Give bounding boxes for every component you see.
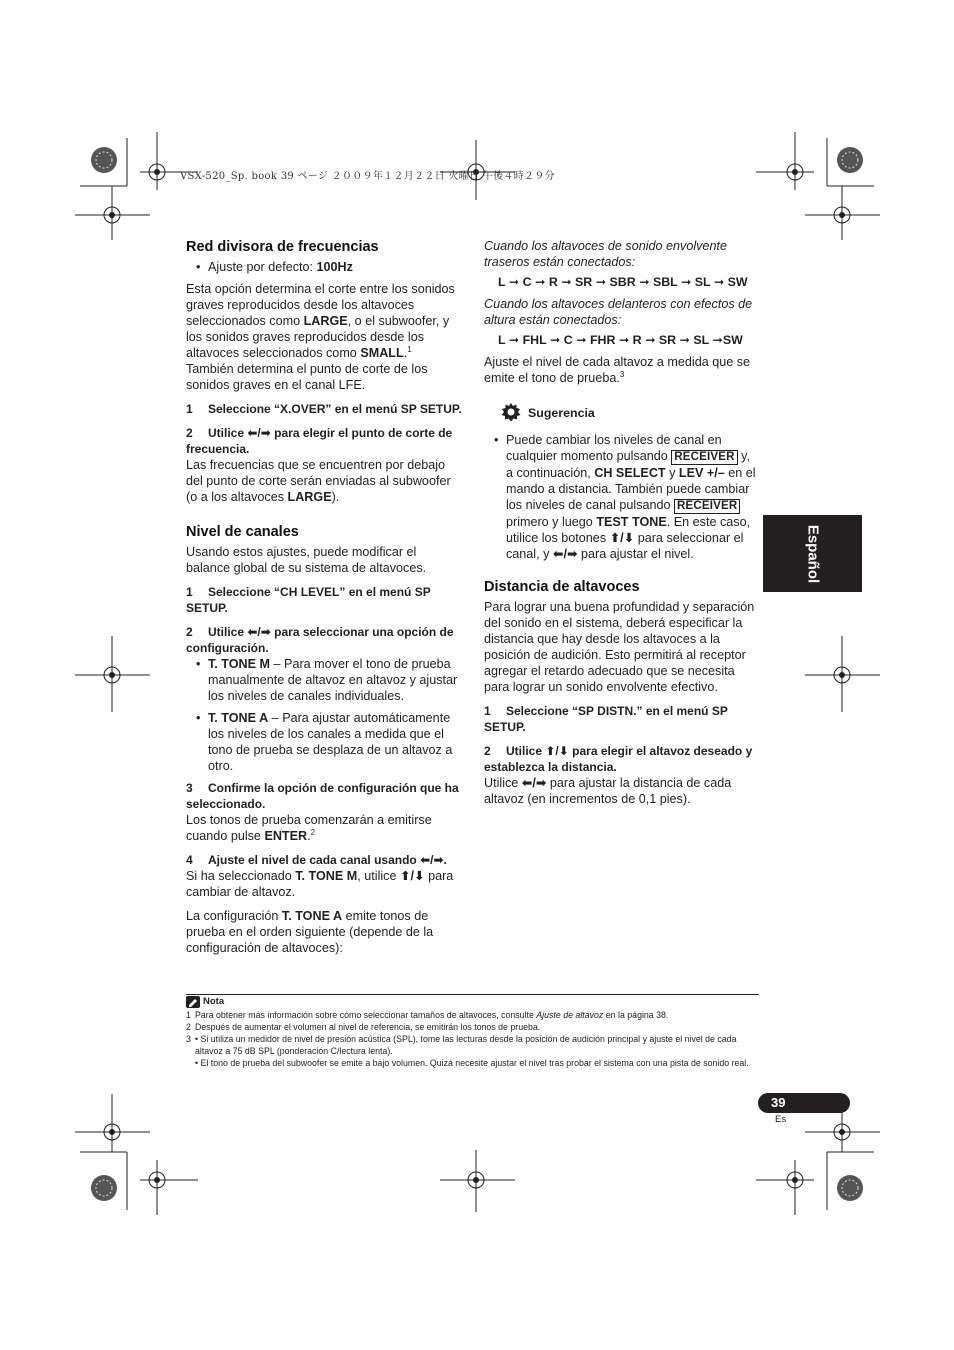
sequence-front-height: L ➞ FHL ➞ C ➞ FHR ➞ R ➞ SR ➞ SL ➞SW xyxy=(498,333,743,347)
up-down-arrows-icon: ⬆/⬇ xyxy=(545,744,569,758)
note-icon xyxy=(186,996,200,1008)
section-title-speaker-distance: Distancia de altavoces xyxy=(484,579,640,595)
language-tab: Español xyxy=(763,515,862,592)
receiver-key-label: RECEIVER xyxy=(674,499,740,514)
tip-text: • Puede cambiar los niveles de canal en cualquier momento pulsando RECEIVER y, a continuación, CH SELECT y LEV +/– en el mando a distancia. También puede cambiar los niveles de canal pulsando RECEIVER primero y luego TEST TONE. En este caso, utilice los botones ⬆/⬇ para seleccionar el canal, y ⬅/➡ para ajustar el nivel. xyxy=(484,432,760,562)
step-1-crossover: 1 Seleccione “X.OVER” en el menú SP SETUP. xyxy=(186,402,462,416)
left-right-arrows-icon: ⬅/➡ xyxy=(521,776,547,790)
crossover-desc: Esta opción determina el corte entre los sonidos graves reproducidos desde los altavoces seleccionados como LARGE, o el subwoofer, y los sonidos graves reproducidos desde los altavoces seleccionados como SMALL.$^1$ También determina el punto de corte de los sonidos graves en el canal LFE. xyxy=(186,282,455,392)
t-tone-a-instruction: La configuración T. TONE A emite tonos de prueba en el orden siguiente (depende de la configuración de altavoces): xyxy=(186,909,434,955)
test-tone-start: Los tonos de prueba comenzarán a emitirse cuando pulse ENTER.$^2$ xyxy=(186,813,432,843)
up-down-arrows-icon: ⬆/⬇ xyxy=(609,531,635,545)
distance-desc: Para lograr una buena profundidad y separación del sonido en el sistema, deberá especificar la distancia que hay desde los altavoces a la posición de audición. Esto permitirá al receptor agregar el retardo adecuado que se necesita para lograr un sonido envolvente efectivo. xyxy=(484,600,755,694)
section-title-crossover: Red divisora de frecuencias xyxy=(186,239,379,255)
left-right-arrows-icon: ⬅/➡ xyxy=(247,426,271,440)
footnote-3: 3 • Si utiliza un medidor de nivel de presión acústica (SPL), tome las lecturas desde la posición de audición principal y ajuste el nivel de cada altavoz a 75 dB SPL (ponderación C/lectura lenta). xyxy=(186,1034,737,1056)
footnote-1: 1 Para obtener más información sobre cómo seleccionar tamaños de altavoces, consulte Ajuste de altavoz en la página 38. xyxy=(186,1010,669,1020)
page-language-code: Es xyxy=(775,1114,787,1125)
up-down-arrows-icon: ⬆/⬇ xyxy=(399,869,425,883)
channel-level-desc: Usando estos ajustes, puede modificar el balance global de su sistema de altavoces. xyxy=(186,545,427,575)
adjust-level-text: Ajuste el nivel de cada altavoz a medida que se emite el tono de prueba.$^3$ xyxy=(484,355,751,385)
tip-heading: Sugerencia xyxy=(500,402,760,424)
left-column xyxy=(186,238,462,964)
option-t-tone-m: • T. TONE M – Para mover el tono de prueba manualmente de altavoz en altavoz y ajustar los niveles de canales individuales. xyxy=(186,656,462,704)
step-2-distance: 2 Utilice ⬆/⬇ para elegir el altavoz deseado y establezca la distancia. xyxy=(484,744,753,774)
section-title-channel-level: Nivel de canales xyxy=(186,524,299,540)
step-2-channel: 2 Utilice ⬅/➡ para seleccionar una opción de configuración. xyxy=(186,625,454,655)
crossover-note: Las frecuencias que se encuentren por debajo del punto de corte serán enviadas al subwoofer (o a los altavoces LARGE). xyxy=(186,458,451,504)
step-3-channel: 3 Confirme la opción de configuración que ha seleccionado. xyxy=(186,781,459,811)
distance-adjust: Utilice ⬅/➡ para ajustar la distancia de cada altavoz (en incrementos de 0,1 pies). xyxy=(484,776,732,806)
step-1-channel: 1 Seleccione “CH LEVEL” en el menú SP SETUP. xyxy=(186,585,431,615)
t-tone-m-instruction: Si ha seleccionado T. TONE M, utilice ⬆/⬇ para cambiar de altavoz. xyxy=(186,869,454,899)
step-1-distance: 1 Seleccione “SP DISTN.” en el menú SP SETUP. xyxy=(484,704,728,734)
sequence-surround-back: L ➞ C ➞ R ➞ SR ➞ SBR ➞ SBL ➞ SL ➞ SW xyxy=(498,275,748,289)
option-t-tone-a: • T. TONE A – Para ajustar automáticamente los niveles de los canales a medida que el tono de prueba se desplaza de un altavoz a otro. xyxy=(186,710,462,774)
right-column xyxy=(484,238,760,815)
left-right-arrows-icon: ⬅/➡ xyxy=(420,853,444,867)
condition-front-height: Cuando los altavoces delanteros con efectos de altura están conectados: xyxy=(484,297,753,327)
footnote-2: 2 Después de aumentar el volumen al nivel de referencia, se emitirán los tonos de prueba. xyxy=(186,1022,541,1032)
left-right-arrows-icon: ⬅/➡ xyxy=(552,547,578,561)
receiver-key-label: RECEIVER xyxy=(671,450,737,465)
footnote-3b: • El tono de prueba del subwoofer se emite a bajo volumen. Quizá necesite ajustar el nivel tras probar el sistema con una pista de sonido real. xyxy=(195,1058,749,1068)
left-right-arrows-icon: ⬅/➡ xyxy=(247,625,271,639)
footnote-rule xyxy=(186,994,759,995)
condition-surround-back: Cuando los altavoces de sonido envolvente traseros están conectados: xyxy=(484,239,727,269)
step-2-crossover: 2 Utilice ⬅/➡ para elegir el punto de corte de frecuencia. xyxy=(186,426,453,456)
page-number-badge: 39 xyxy=(758,1093,850,1113)
footnotes xyxy=(186,996,759,1069)
print-header: VSX-520_Sp. book 39 ページ ２００９年１２月２２日 火曜日 午後４時２９分 xyxy=(180,171,555,182)
default-setting: • Ajuste por defecto: 100Hz xyxy=(186,259,462,275)
lightbulb-icon xyxy=(500,402,522,424)
step-4-channel: 4 Ajuste el nivel de cada canal usando ⬅/➡. xyxy=(186,853,447,867)
nota-heading: Nota xyxy=(186,996,759,1008)
